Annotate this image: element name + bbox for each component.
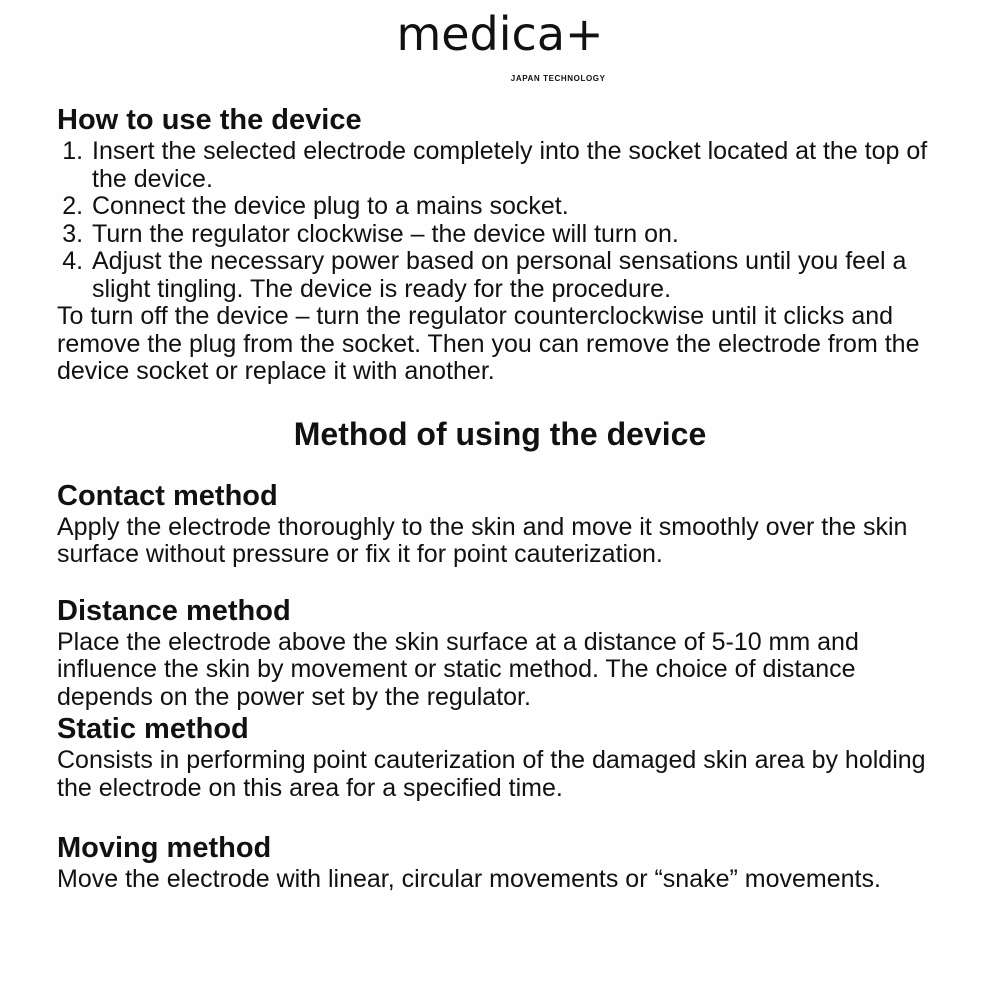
usage-step-4: 4. Adjust the necessary power based on personal sensations until you feel a slight tingling. The device is ready for the procedure. <box>90 248 957 303</box>
how-to-use-heading: How to use the device <box>57 104 362 136</box>
logo-wordmark <box>396 7 606 83</box>
logo-wordmark-text: medica+ <box>396 7 604 61</box>
static-method-text: Consists in performing point cauterization of the damaged skin area by holding the electrode on this area for a specified time. <box>57 746 926 802</box>
turn-off-instructions: To turn off the device – turn the regulator counterclockwise until it clicks and remove the plug from the socket. Then you can remove the electrode from the device socket or replace it with another. <box>57 302 920 385</box>
usage-step-1: 1. Insert the selected electrode completely into the socket located at the top of the device. <box>90 138 957 193</box>
logo-tagline: JAPAN TECHNOLOGY <box>510 74 606 83</box>
static-method-heading: Static method <box>57 713 249 745</box>
usage-step-2: 2. Connect the device plug to a mains socket. <box>90 193 957 221</box>
brand-logo <box>0 7 1000 83</box>
distance-method-text: Place the electrode above the skin surface at a distance of 5-10 mm and influence the skin by movement or static method. The choice of distance depends on the power set by the regulator. <box>57 627 859 711</box>
moving-method-text: Move the electrode with linear, circular movements or “snake” movements. <box>57 865 881 893</box>
contact-method-text: Apply the electrode thoroughly to the skin and move it smoothly over the skin surface without pressure or fix it for point cauterization. <box>57 512 908 568</box>
usage-step-3: 3. Turn the regulator clockwise – the device will turn on. <box>90 221 957 249</box>
instructions-content <box>57 102 957 894</box>
usage-steps-list <box>57 138 957 303</box>
distance-method-heading: Distance method <box>57 594 291 627</box>
method-section-title: Method of using the device <box>293 415 707 452</box>
contact-method-heading: Contact method <box>57 479 278 512</box>
moving-method-heading: Moving method <box>57 832 272 864</box>
